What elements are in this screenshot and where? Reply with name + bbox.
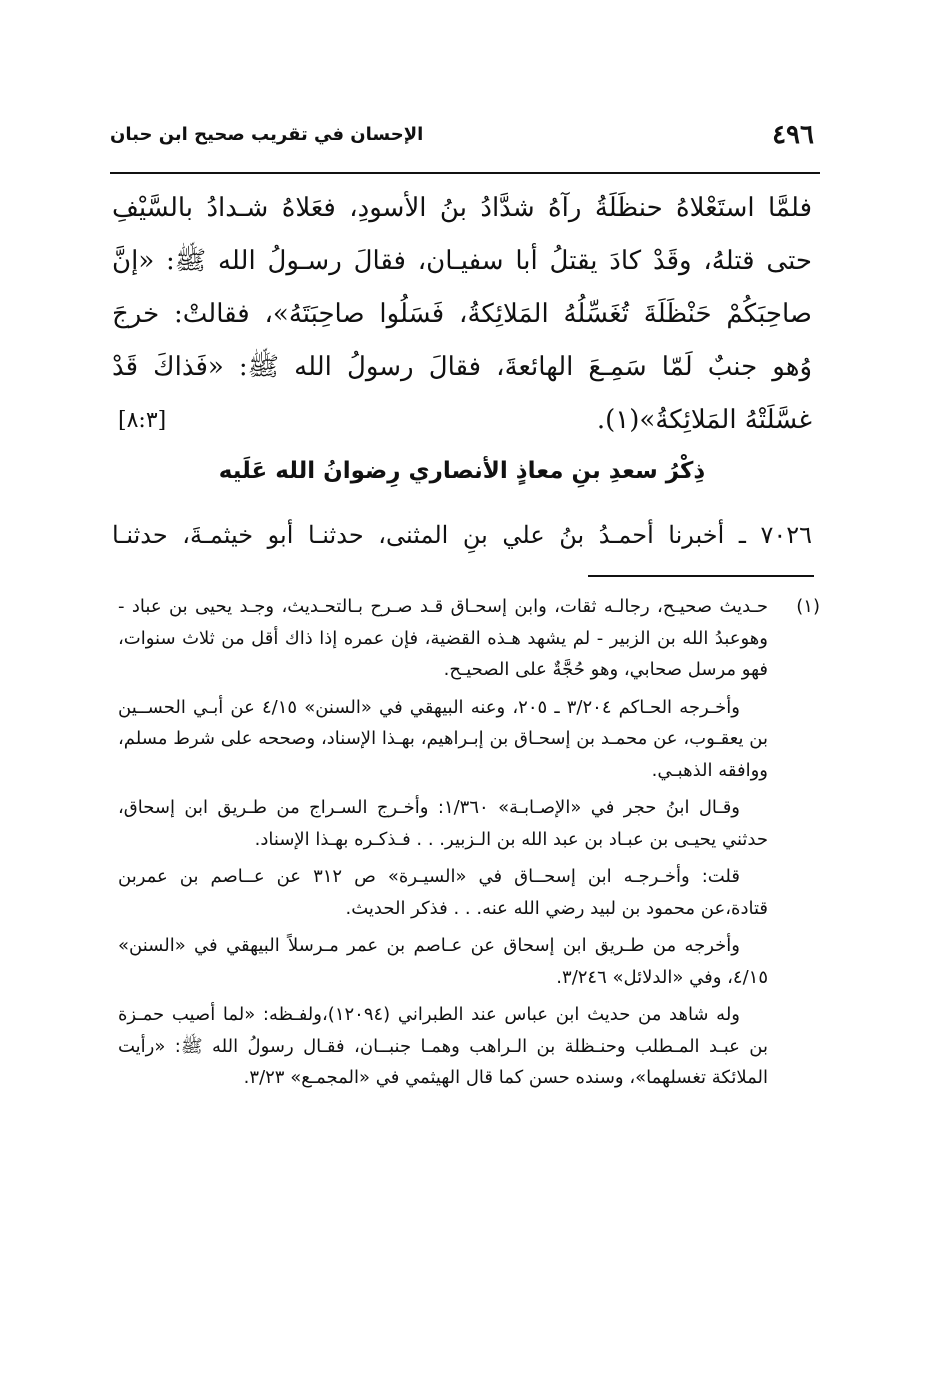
- footnote-number: (١): [796, 596, 820, 617]
- footnotes: [118, 591, 820, 1100]
- main-text: [112, 182, 812, 447]
- footnote-paragraph: وقـال ابنُ حجر في «الإصـابـة» ١/٣٦٠: وأخـرج السـراج من طـريق ابن إسحاق، حدثني يحيـى بن عبـاد بن عبد الله بن الـزبير. . . فـذكـره بهـذا الإسناد.: [118, 797, 768, 850]
- book-title: الإحسان في تقريب صحيح ابن حبان: [110, 124, 424, 145]
- footnote-paragraph: وله شاهد من حديث ابن عباس عند الطبراني (١٢٠٩٤)،ولفـظه: «لما أصيب حمـزة بن عبـد المـطلب وحنـظلة بن الـراهب وهمـا جنبــان، فقـال رسولُ الله ﷺ: «رأيت الملائكة تغسلهما»، وسنده حسن كما قال الهيثمي في «المجمـع» ٣/٢٣.: [118, 1004, 768, 1088]
- footnote-paragraph: وأخـرجه الحـاكم ٣/٢٠٤ ـ ٢٠٥، وعنه البيهقي في «السنن» ٤/١٥ عن أبـي الحســين بن يعقـوب، عن محمـد بن إسحـاق بن إبـراهيم، بهـذا الإسناد، وصححه على شرط مسلم، ووافقه الذهبـي.: [118, 696, 768, 781]
- footnote-paragraph: وأخرجه من طـريق ابن إسحاق عن عـاصم بن عمر مـرسلاً البيهقي في «السنن» ٤/١٥، وفي «الدلائل» ٣/٢٤٦.: [118, 935, 768, 988]
- footnote-divider: [588, 575, 814, 577]
- footnote-paragraph: قلت: وأخـرجـه ابن إسحــاق في «السيـرة» ص ٣١٢ عن عــاصم بن عمربن قتادة،عن محمود بن لبيد رضي الله عنه. . . فذكر الحديث.: [118, 866, 768, 919]
- section-heading: ذِكْرُ سعدِ بنِ معاذٍ الأنصاري رِضوانُ الله عَلَيه: [218, 458, 706, 484]
- main-paragraph: فلمَّا استَعْلاهُ حنظَلَةُ رآهُ شدَّادُ بنُ الأسودِ، فعَلاهُ شـدادُ بالسَّيْفِ حتى قتلهُ، وقَدْ كادَ يقتلُ أبا سفيـان، فقالَ رسـولُ الله ﷺ: «إنَّ صاحِبَكُمْ حَنْظَلَةَ تُغَسِّلُهُ المَلائِكةُ، فَسَلُوا صاحِبَتَهُ»، فقالتْ: خرجَ وُهو جنبٌ لَمّا سَمِـعَ الهائعةَ، فقالَ رسولُ الله ﷺ: «فَذاكَ قَدْ غسَّلَتْهُ المَلائِكةُ»(١).: [112, 193, 812, 435]
- hadith-opening-line: ٧٠٢٦ ـ أخبرنا أحمـدُ بنُ علي بنِ المثنى، حدثنـا أبو خيثمـةَ، حدثنـا: [112, 521, 812, 549]
- footnote-paragraph: حـديث صحيـح، رجالـه ثقات، وابن إسحـاق قـد صـرح بـالتحـديث، وجـد يحيى بن عباد - وهوعبدُ الله بن الزبير - لم يشهد هـذه القضية، فإن عمره إذا ذاك أقل من ثلاث سنوات، فهو مرسل صحابي، وهو حُجَّةٌ على الصحيـح.: [118, 596, 768, 680]
- footnote-body: [118, 591, 768, 1100]
- page-number: ٤٩٦: [772, 120, 814, 150]
- footnote-item: [118, 591, 820, 1100]
- header-divider: [110, 172, 820, 174]
- running-header: [110, 118, 820, 162]
- reference-tag: [٨:٣]: [118, 408, 167, 433]
